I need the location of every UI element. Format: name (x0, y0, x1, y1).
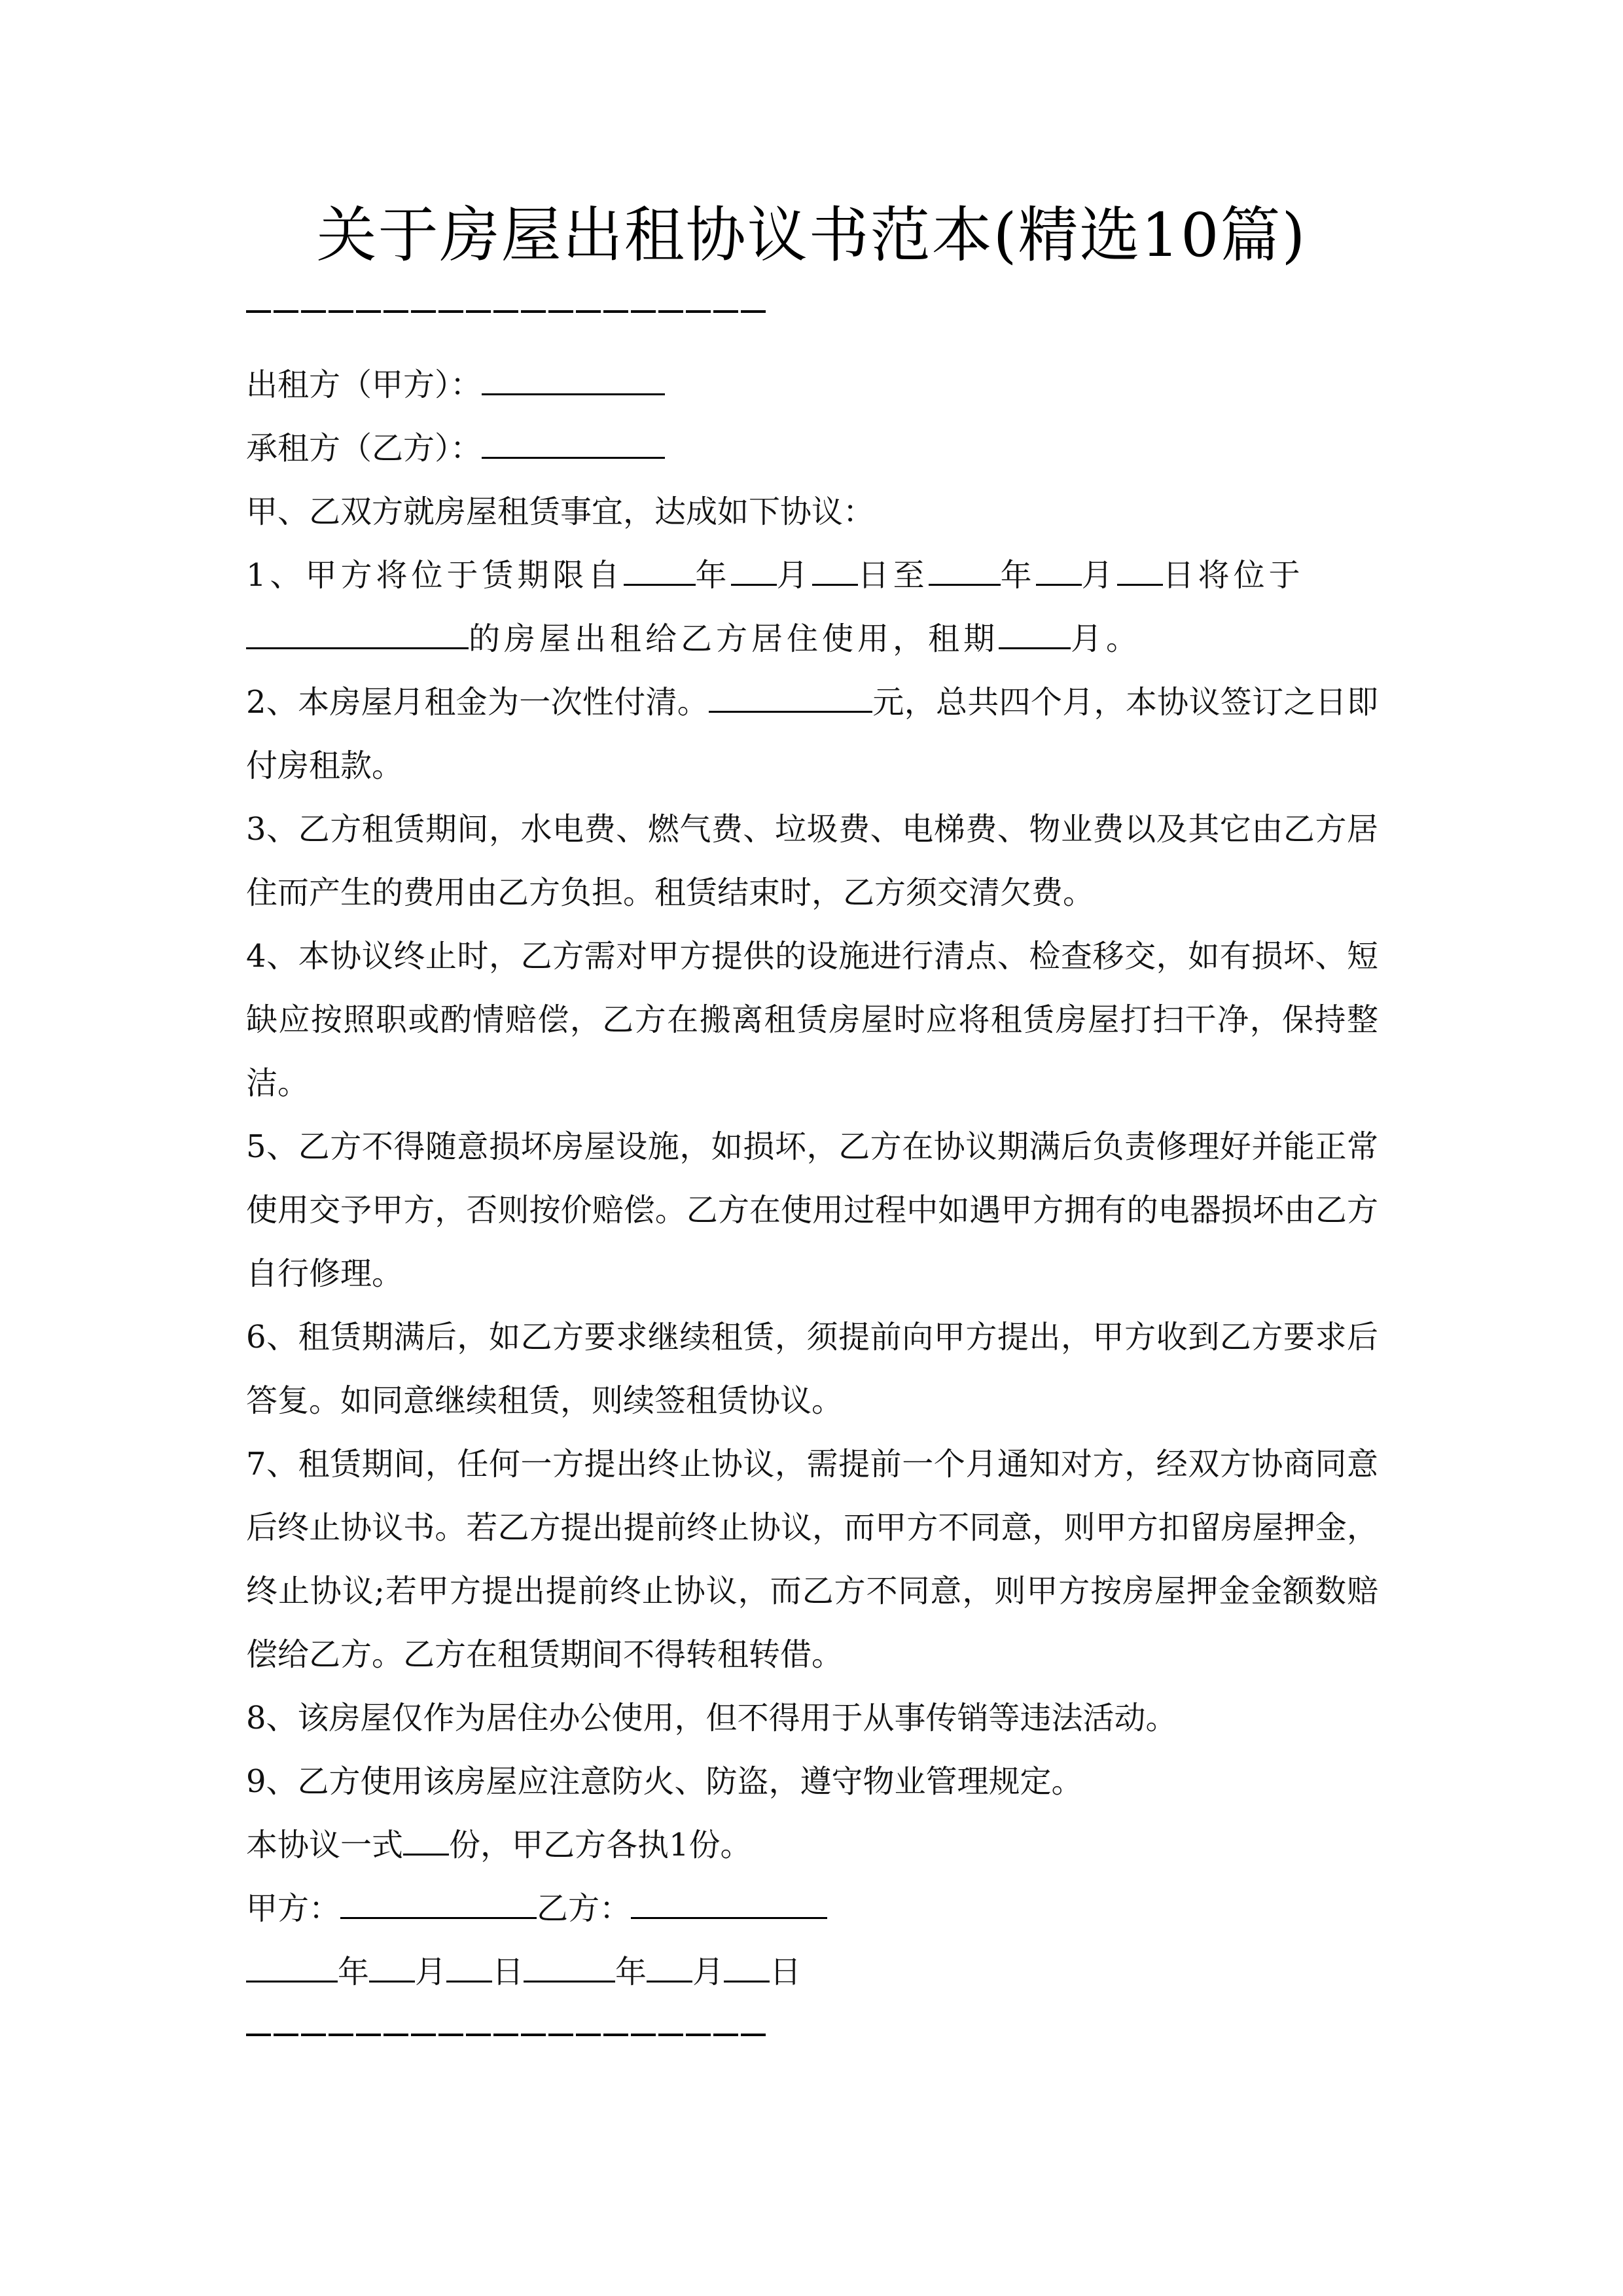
intro-paragraph: 甲、乙双方就房屋租赁事宜，达成如下协议： (246, 493, 875, 530)
clause-1: 1、甲方将位于赁期限自 年 月 日至 年 月 日将位于 的房屋出租给乙方居住使用，租期 月。 (246, 544, 1378, 671)
party-b-month-blank[interactable] (647, 1946, 692, 1982)
clause-6: 6、租赁期满后，如乙方要求继续租赁，须提前向甲方提出，甲方收到乙方要求后答复。如同意继续租赁，则续签租赁协议。 (246, 1319, 1378, 1419)
party-a-signature-blank[interactable] (340, 1883, 537, 1919)
end-year-blank[interactable] (929, 550, 1001, 586)
copies-blank[interactable] (403, 1820, 449, 1856)
lessor-line: 出租方（甲方）： (246, 353, 1378, 417)
lessee-line: 承租方（乙方）： (246, 417, 1378, 480)
end-month-blank[interactable] (1036, 550, 1082, 586)
address-blank[interactable] (246, 613, 469, 649)
clause-4: 4、本协议终止时，乙方需对甲方提供的设施进行清点、检查移交，如有损坏、短缺应按照职或酌情赔偿，乙方在搬离租赁房屋时应将租赁房屋打扫干净，保持整洁。 (246, 938, 1378, 1102)
party-b-day-blank[interactable] (724, 1946, 770, 1982)
start-year-blank[interactable] (624, 550, 696, 586)
end-day-blank[interactable] (1117, 550, 1163, 586)
date-line: 年 月 日 年 月 日 (246, 1941, 1378, 2004)
clause-5: 5、乙方不得随意损坏房屋设施，如损坏，乙方在协议期满后负责修理好并能正常使用交予甲方，否则按价赔偿。乙方在使用过程中如遇甲方拥有的电器损坏由乙方自行修理。 (246, 1128, 1378, 1292)
clause-3: 3、乙方租赁期间，水电费、燃气费、垃圾费、电梯费、物业费以及其它由乙方居住而产生的费用由乙方负担。租赁结束时，乙方须交清欠费。 (246, 811, 1378, 911)
start-month-blank[interactable] (731, 550, 777, 586)
document-title: 关于房屋出租协议书范本(精选10篇) (316, 200, 1307, 270)
clause-2: 2、本房屋月租金为一次性付清。 元，总共四个月，本协议签订之日即付房租款。 (246, 671, 1378, 798)
separator-rule-top (246, 310, 767, 313)
clause-8: 8、该房屋仅作为居住办公使用，但不得用于从事传销等违法活动。 (246, 1700, 1177, 1736)
lessor-blank[interactable] (482, 359, 665, 395)
signature-line: 甲方： 乙方： (246, 1877, 1378, 1941)
document-body (246, 353, 1378, 2004)
party-a-year-blank[interactable] (246, 1946, 338, 1982)
party-b-year-blank[interactable] (524, 1946, 615, 1982)
copies-line: 本协议一式 份，甲乙方各执1份。 (246, 1814, 1378, 1877)
start-day-blank[interactable] (812, 550, 858, 586)
party-a-month-blank[interactable] (369, 1946, 415, 1982)
clause-9: 9、乙方使用该房屋应注意防火、防盗，遵守物业管理规定。 (246, 1763, 1083, 1800)
clause-7: 7、租赁期间，任何一方提出终止协议，需提前一个月通知对方，经双方协商同意后终止协议书。若乙方提出提前终止协议，而甲方不同意，则甲方扣留房屋押金，终止协议;若甲方提出提前终止协议，而乙方不同意，则甲方按房屋押金金额数赔偿给乙方。乙方在租赁期间不得转租转借。 (246, 1446, 1378, 1673)
party-b-signature-blank[interactable] (631, 1883, 827, 1919)
rent-amount-blank[interactable] (709, 677, 872, 713)
term-months-blank[interactable] (999, 613, 1071, 649)
party-a-day-blank[interactable] (446, 1946, 492, 1982)
separator-rule-bottom (246, 2034, 767, 2036)
lessee-blank[interactable] (482, 423, 665, 459)
